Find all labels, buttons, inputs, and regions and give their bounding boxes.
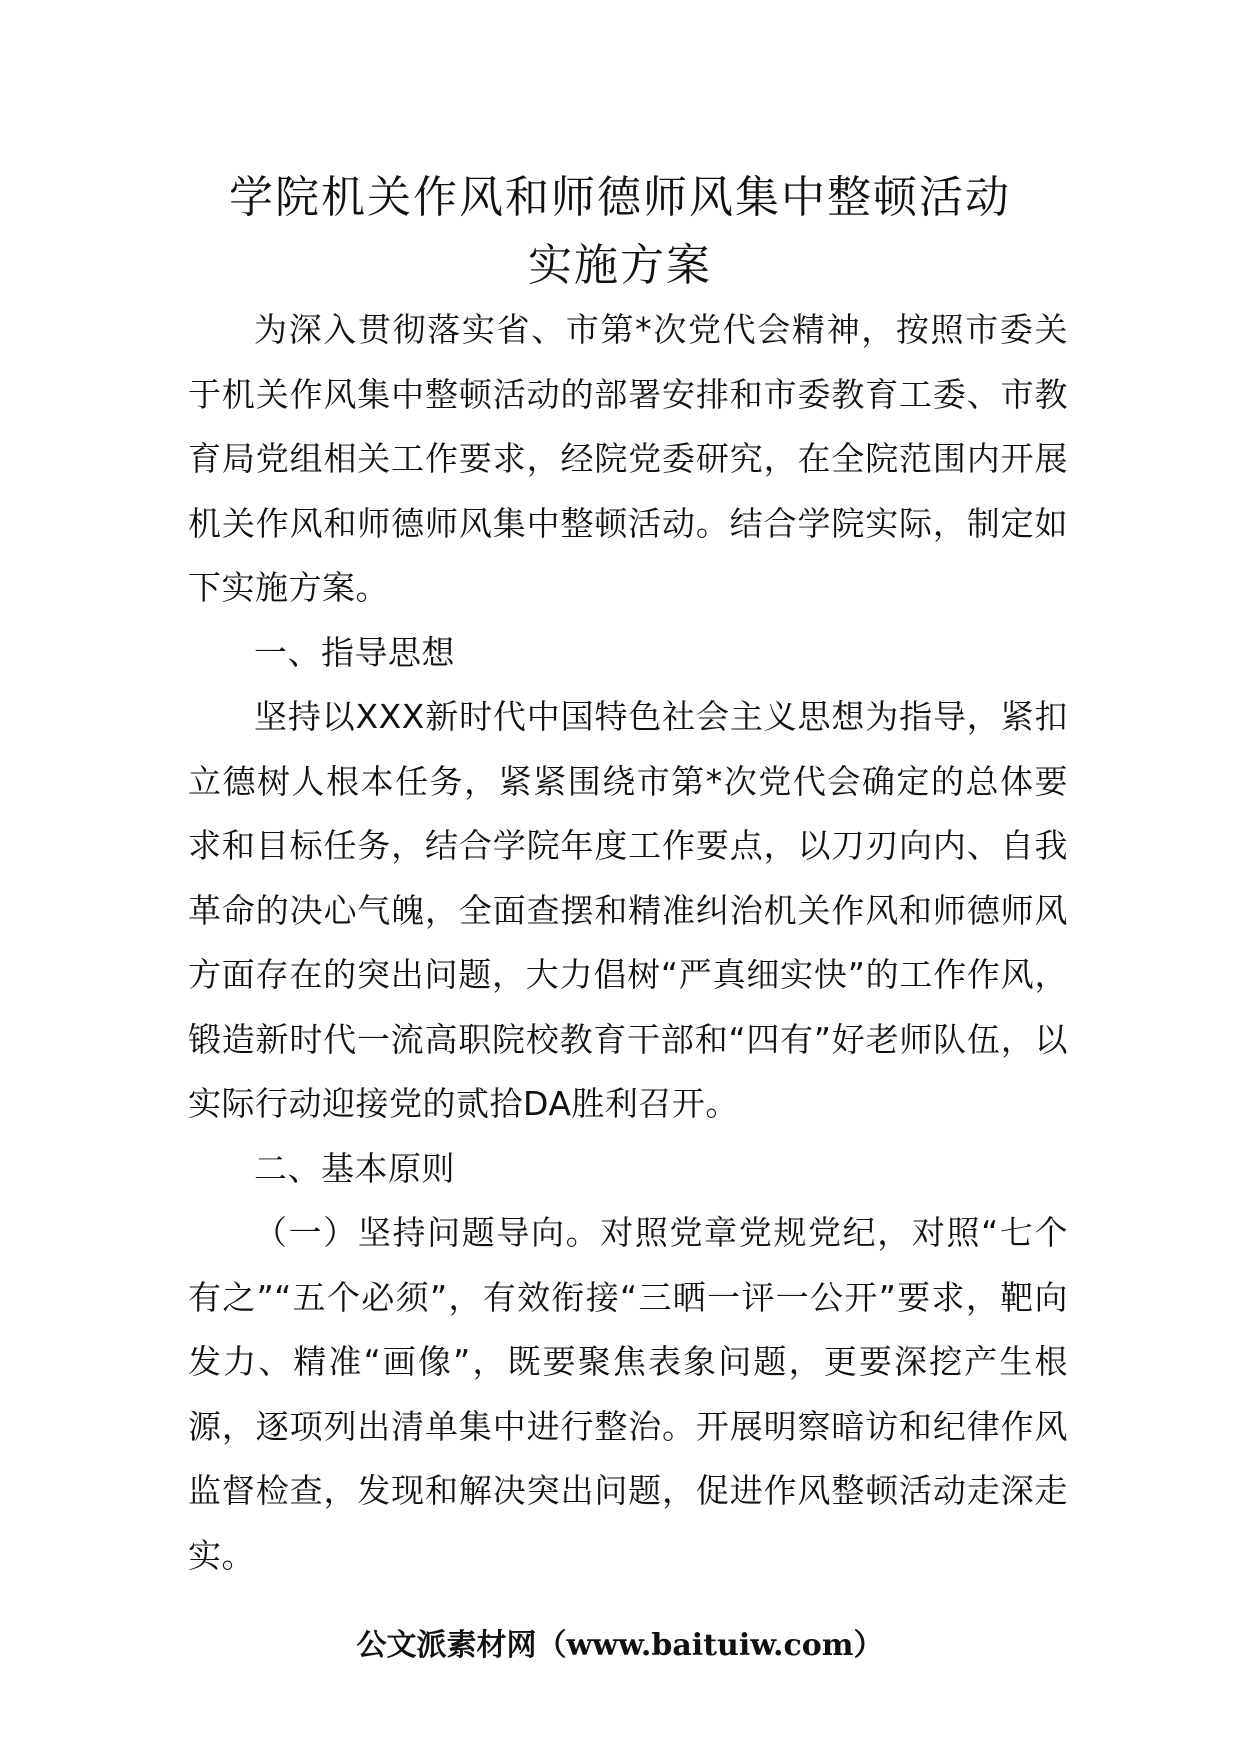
- intro-paragraph: 为深入贯彻落实省、市第*次党代会精神，按照市委关于机关作风集中整顿活动的部署安排和市委教育工委、市教育局党组相关工作要求，经院党委研究，在全院范围内开展机关作风和师德师风集中整顿活动。结合学院实际，制定如下实施方案。: [188, 310, 1068, 607]
- document-body: [188, 298, 1068, 1588]
- principle-1-paragraph: （一）坚持问题导向。对照党章党规党纪，对照“七个有之”“五个必须”，有效衔接“三晒一评一公开”要求，靶向发力、精准“画像”，既要聚焦表象问题，更要深挖产生根源，逐项列出清单集中进行整治。开展明察暗访和纪律作风监督检查，发现和解决突出问题，促进作风整顿活动走深走实。: [188, 1213, 1068, 1575]
- document-title-line-1: 学院机关作风和师德师风集中整顿活动: [229, 172, 1011, 223]
- guiding-ideology-paragraph: 坚持以XXX新时代中国特色社会主义思想为指导，紧扣立德树人根本任务，紧紧围绕市第*次党代会确定的总体要求和目标任务，结合学院年度工作要点，以刀刃向内、自我革命的决心气魄，全面查摆和精准纠治机关作风和师德师风方面存在的突出问题，大力倡树“严真细实快”的工作作风，锻造新时代一流高职院校教育干部和“四有”好老师队伍，以实际行动迎接党的贰拾DA胜利召开。: [188, 697, 1068, 1123]
- footer-source-text: 公文派素材网（www.baituiw.com）: [356, 1628, 884, 1663]
- document-title-line-2: 实施方案: [528, 240, 712, 291]
- section-heading-guiding-ideology: 一、指导思想: [254, 632, 455, 672]
- section-heading-basic-principles: 二、基本原则: [254, 1148, 455, 1188]
